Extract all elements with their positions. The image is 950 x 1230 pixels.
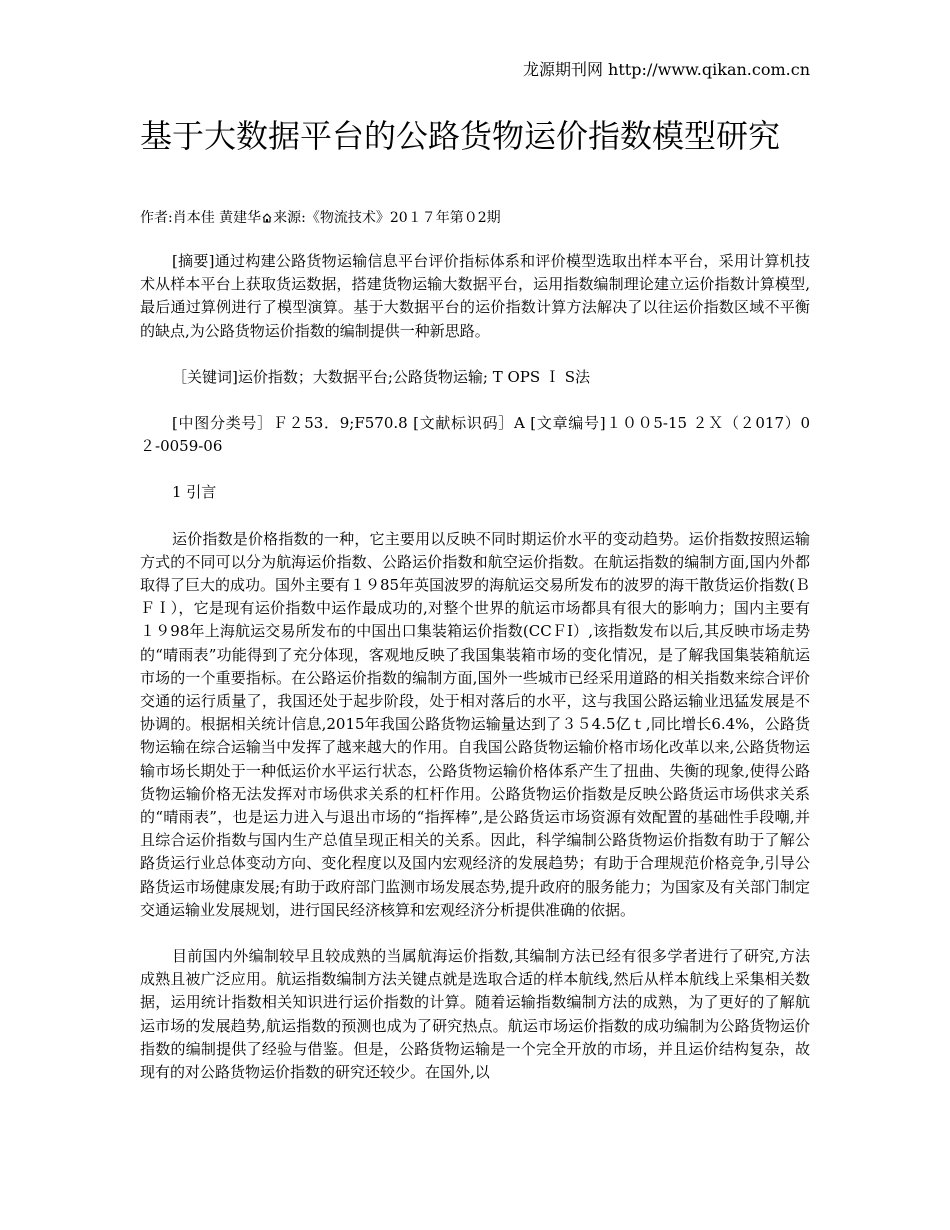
classification: [中图分类号］Ｆ２53．9;F570.8 [文献标识码］A [文章编号]１００5-15 ２Ｘ（２017）0２-0059-06: [140, 414, 810, 456]
article-meta: [140, 207, 501, 227]
meta-source: 来源:《物流技术》20１７年第０2期: [273, 210, 501, 226]
abstract: [摘要]通过构建公路货物运输信息平台评价指标体系和评价模型选取出样本平台，采用计算机技术从样本平台上获取货运数据，搭建货物运输大数据平台，运用指数编制理论建立运价指数计算模型,最后通过算例进行了模型演算。基于大数据平台的运价指数计算方法解决了以往运价指数区域不平衡的缺点,为公路货物运价指数的编制提供一种新思路。: [140, 252, 810, 340]
house-icon: [262, 213, 272, 223]
article-title: 基于大数据平台的公路货物运价指数模型研究: [140, 117, 781, 155]
paragraph: 运价指数是价格指数的一种，它主要用以反映不同时期运价水平的变动趋势。运价指数按照运输方式的不同可以分为航海运价指数、公路运价指数和航空运价指数。在航运指数的编制方面,国内外都取得了巨大的成功。国外主要有１９85年英国波罗的海航运交易所发布的波罗的海干散货运价指数(ＢＦＩ），它是现有运价指数中运作最成功的,对整个世界的航运市场都具有很大的影响力；国内主要有１９98年上海航运交易所发布的中国出口集装箱运价指数(CCＦI）,该指数发布以后,其反映市场走势的“晴雨表”功能得到了充分体现，客观地反映了我国集装箱市场的变化情况，是了解我国集装箱航运市场的一个重要指标。在公路运价指数的编制方面,国外一些城市已经采用道路的相关指数来综合评价交通的运行质量了，我国还处于起步阶段，处于相对落后的水平，这与我国公路运输业迅猛发展是不协调的。根据相关统计信息,2015年我国公路货物运输量达到了３５4.5亿ｔ,同比增长6.4%，公路货物运输在综合运输当中发挥了越来越大的作用。自我国公路货物运输价格市场化改革以来,公路货物运输市场长期处于一种低运价水平运行状态，公路货物运输价格体系产生了扭曲、失衡的现象,使得公路货物运输价格无法发挥对市场供求关系的杠杆作用。公路货物运价指数是反映公路货运市场供求关系的“晴雨表”，也是运力进入与退出市场的“指挥棒”,是公路货运市场资源有效配置的基础性手段嘲,并且综合运价指数与国内生产总值呈现正相关的关系。因此，科学编制公路货物运价指数有助于了解公路货运行业总体变动方向、变化程度以及国内宏观经济的发展趋势；有助于合理规范价格竞争,引导公路货运市场健康发展;有助于政府部门监测市场发展态势,提升政府的服务能力；为国家及有关部门制定交通运输业发展规划，进行国民经济核算和宏观经济分析提供准确的依据。: [140, 529, 810, 919]
meta-authors: 作者:肖本佳 黄建华: [140, 210, 262, 226]
keywords: ［关键词]运价指数；大数据平台;公路货物运输; T OPS Ｉ S法: [172, 367, 590, 386]
article-body: [140, 250, 810, 1084]
paragraph: 目前国内外编制较早且较成熟的当属航海运价指数,其编制方法已经有很多学者进行了研究,方法成熟且被广泛应用。航运指数编制方法关键点就是选取合适的样本航线,然后从样本航线上采集相关数据，运用统计指数相关知识进行运价指数的计算。随着运输指数编制方法的成熟，为了更好的了解航运市场的发展趋势,航运指数的预测也成为了研究热点。航运市场运价指数的成功编制为公路货物运价指数的编制提供了经验与借鉴。但是，公路货物运输是一个完全开放的市场，并且运价结构复杂，故现有的对公路货物运价指数的研究还较少。在国外,以: [140, 947, 810, 1082]
section-heading: 1 引言: [172, 483, 217, 502]
journal-source-header: 龙源期刊网 http://www.qikan.com.cn: [522, 60, 810, 79]
